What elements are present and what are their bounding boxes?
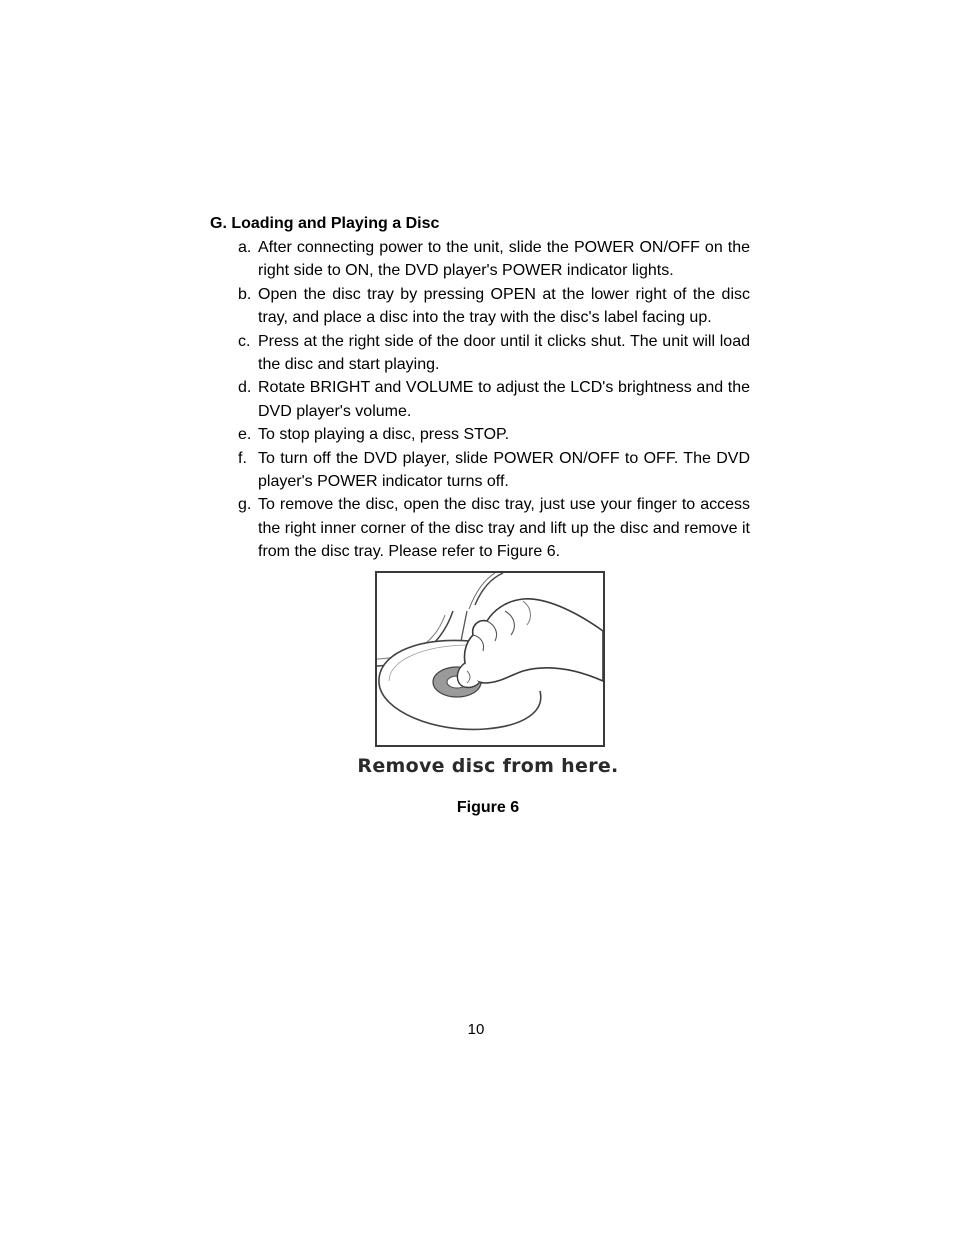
- step-letter: d.: [238, 379, 252, 397]
- step-g: [238, 493, 750, 563]
- step-e: [238, 423, 750, 446]
- step-f: [238, 447, 750, 494]
- step-text: Rotate BRIGHT and VOLUME to adjust the LCD's brightness and the DVD player's volume.: [258, 379, 750, 420]
- illustration-caption: Remove disc from here.: [357, 755, 619, 777]
- step-letter: g.: [238, 496, 252, 514]
- step-text: To stop playing a disc, press STOP.: [258, 426, 510, 444]
- step-d: [238, 376, 750, 423]
- instruction-list: [238, 236, 750, 564]
- page-number: 10: [467, 1021, 485, 1038]
- step-letter: f.: [238, 449, 247, 467]
- step-a: [238, 236, 750, 283]
- disc-removal-illustration: [375, 571, 605, 747]
- step-letter: a.: [238, 239, 252, 256]
- section-heading: G. Loading and Playing a Disc: [210, 215, 440, 232]
- step-letter: b.: [238, 285, 252, 303]
- step-text: To remove the disc, open the disc tray, just use your finger to access the right inner corner of the disc tray and lift up the disc and remove it from the disc tray. Please refer to Figure 6.: [258, 496, 750, 561]
- figure-label: Figure 6: [456, 799, 520, 816]
- step-text: Press at the right side of the door until it clicks shut. The unit will load the disc and start playing.: [258, 332, 750, 374]
- step-letter: e.: [238, 426, 252, 444]
- step-text: Open the disc tray by pressing OPEN at the lower right of the disc tray, and place a disc into the tray with the disc's label facing up.: [258, 285, 750, 327]
- step-c: [238, 330, 750, 377]
- step-letter: c.: [238, 332, 251, 350]
- step-text: To turn off the DVD player, slide POWER ON/OFF to OFF. The DVD player's POWER indicator turns off.: [258, 449, 750, 491]
- step-b: [238, 283, 750, 330]
- step-text: After connecting power to the unit, slide the POWER ON/OFF on the right side to ON, the DVD player's POWER indicator lights.: [258, 239, 750, 280]
